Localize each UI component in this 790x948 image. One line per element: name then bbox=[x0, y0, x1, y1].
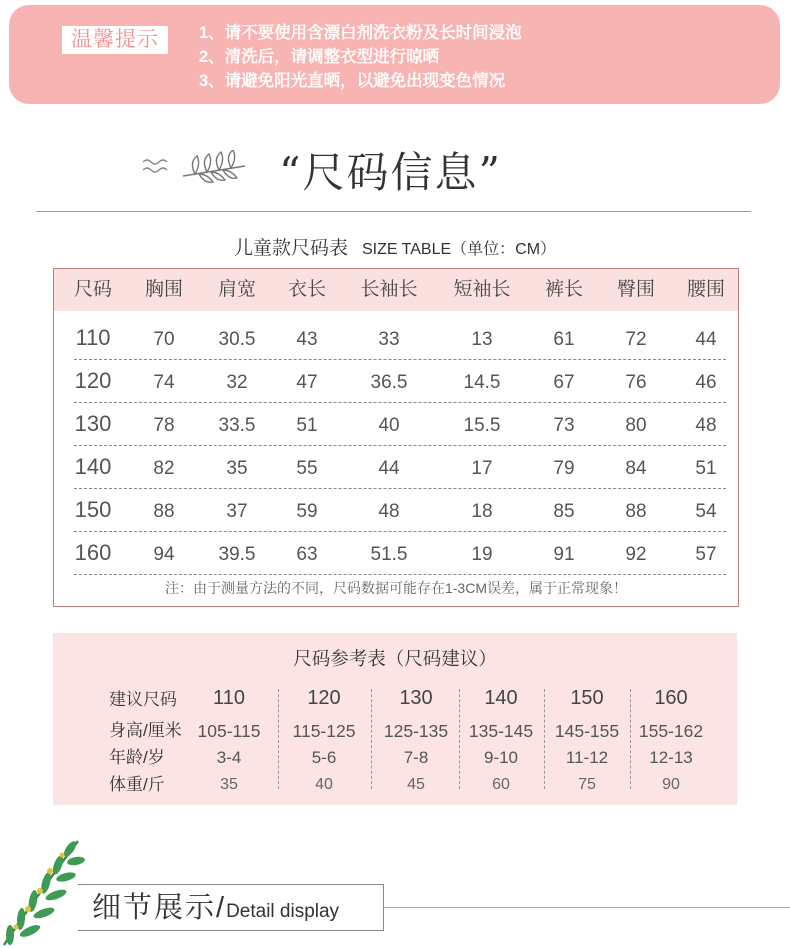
table-cell: 33 bbox=[378, 329, 400, 350]
table-cell: 79 bbox=[553, 458, 575, 479]
table-cell: 88 bbox=[153, 501, 175, 522]
table-cell: 110 bbox=[75, 325, 111, 350]
table-cell: 120 bbox=[74, 368, 112, 393]
table-cell: 39.5 bbox=[218, 544, 256, 565]
ref-size-value: 110 bbox=[213, 687, 245, 709]
table-row bbox=[54, 489, 738, 532]
table-cell: 94 bbox=[153, 544, 175, 565]
table-cell: 63 bbox=[296, 544, 318, 565]
ref-size-value: 150 bbox=[570, 687, 604, 709]
ref-height-value: 155-162 bbox=[638, 721, 704, 741]
table-cell: 85 bbox=[553, 501, 575, 522]
table-cell: 80 bbox=[625, 415, 647, 436]
ref-age-value: 7-8 bbox=[403, 748, 429, 767]
ref-size-value: 140 bbox=[484, 687, 518, 709]
table-header-cell: 短袖长 bbox=[453, 279, 511, 300]
table-cell: 74 bbox=[153, 372, 175, 393]
table-cell: 76 bbox=[625, 372, 647, 393]
table-row bbox=[54, 360, 738, 403]
table-header-cell: 衣长 bbox=[287, 279, 327, 300]
table-cell: 15.5 bbox=[463, 415, 501, 436]
table-cell: 84 bbox=[625, 458, 647, 479]
table-header-cell: 尺码 bbox=[73, 279, 113, 300]
table-cell: 19 bbox=[471, 544, 493, 565]
table-row bbox=[54, 446, 738, 489]
divider bbox=[36, 211, 751, 212]
table-cell: 88 bbox=[625, 501, 647, 522]
column-divider bbox=[278, 689, 279, 789]
size-table-caption bbox=[0, 236, 790, 263]
ref-weight-value: 90 bbox=[662, 776, 680, 793]
table-cell: 46 bbox=[695, 372, 717, 393]
table-note: 注：由于测量方法的不同，尺码数据可能存在1-3CM误差，属于正常现象！ bbox=[164, 580, 627, 596]
ref-age-value: 9-10 bbox=[483, 748, 519, 767]
tip-line: 2、清洗后，请调整衣型进行晾晒 bbox=[199, 48, 440, 66]
ref-label-size: 建议尺码 bbox=[109, 690, 177, 709]
table-cell: 44 bbox=[378, 458, 400, 479]
table-cell: 40 bbox=[378, 415, 400, 436]
column-divider bbox=[459, 689, 460, 789]
table-cell: 33.5 bbox=[218, 415, 256, 436]
table-cell: 14.5 bbox=[463, 372, 501, 393]
table-cell: 48 bbox=[378, 501, 400, 522]
table-cell: 61 bbox=[553, 329, 575, 350]
row-separator bbox=[74, 574, 726, 575]
ref-table-title: 尺码参考表（尺码建议） bbox=[293, 648, 497, 669]
table-cell: 54 bbox=[695, 501, 717, 522]
leaf-branch-icon bbox=[143, 150, 248, 190]
tips-list bbox=[199, 21, 522, 93]
table-cell: 92 bbox=[625, 544, 647, 565]
table-header-cell: 裤长 bbox=[544, 279, 584, 300]
table-cell: 70 bbox=[153, 329, 175, 350]
table-cell: 51.5 bbox=[370, 544, 408, 565]
table-cell: 73 bbox=[553, 415, 575, 436]
table-header-cell: 臀围 bbox=[616, 279, 656, 300]
table-cell: 37 bbox=[226, 501, 248, 522]
detail-title-en: Detail display bbox=[226, 901, 340, 922]
table-row bbox=[54, 317, 738, 360]
table-row bbox=[54, 532, 738, 575]
ref-weight-value: 35 bbox=[220, 776, 238, 793]
table-header-cell: 长袖长 bbox=[360, 279, 418, 300]
divider bbox=[384, 907, 790, 908]
table-header-cell: 腰围 bbox=[686, 279, 726, 300]
ref-height-value: 105-115 bbox=[197, 721, 261, 741]
ref-height-value: 145-155 bbox=[554, 721, 620, 741]
table-header-cell: 胸围 bbox=[144, 279, 184, 300]
ref-age-value: 12-13 bbox=[649, 748, 693, 767]
column-divider bbox=[630, 689, 631, 789]
detail-title bbox=[92, 890, 339, 930]
table-cell: 55 bbox=[296, 458, 318, 479]
ref-size-value: 120 bbox=[307, 687, 341, 709]
table-cell: 160 bbox=[74, 540, 112, 565]
table-cell: 51 bbox=[695, 458, 717, 479]
table-cell: 18 bbox=[471, 501, 493, 522]
ref-label-age: 年龄/岁 bbox=[109, 748, 165, 767]
table-cell: 36.5 bbox=[370, 372, 408, 393]
tip-line: 3、请避免阳光直晒，以避免出现变色情况 bbox=[199, 72, 506, 90]
ref-weight-value: 40 bbox=[315, 776, 333, 793]
column-divider bbox=[544, 689, 545, 789]
column-divider bbox=[371, 689, 372, 789]
table-cell: 150 bbox=[74, 497, 112, 522]
ref-label-height: 身高/厘米 bbox=[109, 721, 182, 740]
table-cell: 17 bbox=[471, 458, 493, 479]
table-cell: 78 bbox=[153, 415, 175, 436]
caption-en: SIZE TABLE（单位：CM） bbox=[361, 241, 557, 258]
ref-age-value: 5-6 bbox=[311, 748, 337, 767]
table-cell: 82 bbox=[153, 458, 175, 479]
table-cell: 140 bbox=[74, 454, 112, 479]
ref-weight-value: 60 bbox=[492, 776, 510, 793]
ref-height-value: 125-135 bbox=[383, 721, 449, 741]
size-reference-table bbox=[53, 633, 737, 805]
table-cell: 72 bbox=[625, 329, 647, 350]
table-cell: 48 bbox=[695, 415, 717, 436]
table-cell: 44 bbox=[695, 329, 717, 350]
tips-banner bbox=[9, 5, 780, 104]
table-cell: 32 bbox=[226, 372, 248, 393]
table-cell: 59 bbox=[296, 501, 318, 522]
ref-age-value: 11-12 bbox=[565, 748, 609, 767]
table-cell: 30.5 bbox=[218, 329, 256, 350]
leaf-branch-icon bbox=[0, 835, 85, 948]
ref-height-value: 115-125 bbox=[292, 721, 356, 741]
table-cell: 67 bbox=[553, 372, 575, 393]
ref-weight-value: 75 bbox=[578, 776, 596, 793]
detail-title-cn: 细节展示/ bbox=[92, 892, 227, 924]
table-cell: 57 bbox=[695, 544, 717, 565]
ref-height-value: 135-145 bbox=[468, 721, 534, 741]
ref-size-value: 130 bbox=[399, 687, 433, 709]
tips-label: 温馨提示 bbox=[62, 26, 168, 54]
ref-weight-value: 45 bbox=[407, 776, 425, 793]
ref-size-value: 160 bbox=[654, 687, 688, 709]
ref-label-weight: 体重/斤 bbox=[109, 775, 165, 794]
table-row bbox=[54, 403, 738, 446]
table-cell: 35 bbox=[226, 458, 248, 479]
caption-cn: 儿童款尺码表 bbox=[233, 238, 348, 259]
table-cell: 51 bbox=[296, 415, 318, 436]
table-header bbox=[54, 269, 738, 311]
table-cell: 130 bbox=[74, 411, 112, 436]
size-table bbox=[53, 268, 739, 607]
table-cell: 47 bbox=[296, 372, 318, 393]
table-cell: 43 bbox=[296, 329, 318, 350]
table-cell: 13 bbox=[471, 329, 493, 350]
page-title: “尺码信息” bbox=[279, 148, 502, 197]
table-cell: 91 bbox=[553, 544, 575, 565]
ref-age-value: 3-4 bbox=[216, 748, 242, 767]
tip-line: 1、请不要使用含漂白剂洗衣粉及长时间浸泡 bbox=[199, 24, 522, 42]
table-header-cell: 肩宽 bbox=[217, 279, 257, 300]
